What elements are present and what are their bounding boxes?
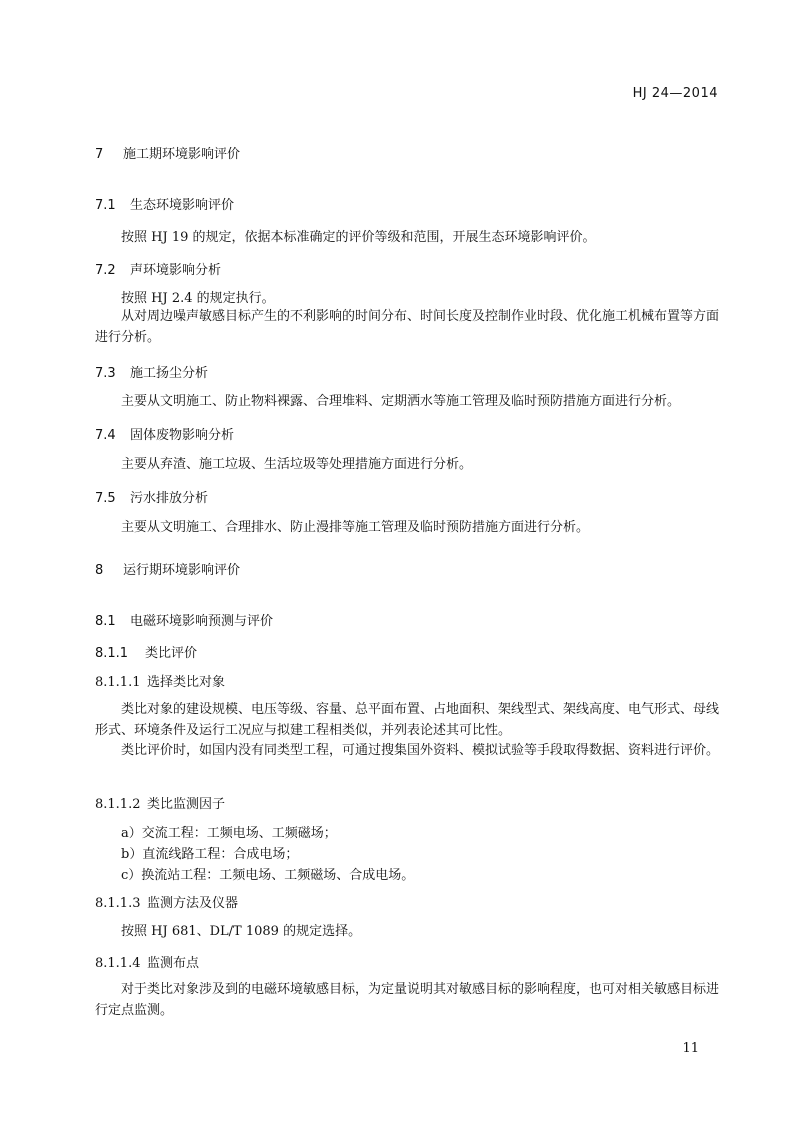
section-number: 7.4: [95, 428, 116, 443]
section-number: 7.2: [95, 263, 116, 278]
section-7-2-heading: [95, 259, 221, 278]
section-title: 生态环境影响评价: [130, 198, 235, 213]
section-title: 电磁环境影响预测与评价: [130, 614, 274, 629]
section-title: 施工扬尘分析: [130, 366, 209, 381]
section-number: 7.5: [95, 491, 116, 506]
section-number: 8.1.1.3: [95, 896, 141, 911]
section-title: 类比评价: [145, 646, 198, 661]
document-code: HJ 24—2014: [632, 86, 718, 101]
paragraph: 类比对象的建设规模、电压等级、容量、总平面布置、占地面积、架线型式、架线高度、电气形式、母线形式、环境条件及运行工况应与拟建工程相类似，并列表论述其可比性。: [95, 702, 720, 738]
paragraph: 按照 HJ 19 的规定，依据本标准确定的评价等级和范围，开展生态环境影响评价。: [121, 230, 596, 245]
paragraph: 主要从文明施工、防止物料裸露、合理堆料、定期洒水等施工管理及临时预防措施方面进行分析。: [121, 394, 681, 409]
section-8-1-heading: [95, 610, 273, 629]
section-number: 8.1.1.1: [95, 675, 141, 690]
section-number: 7.1: [95, 198, 116, 213]
section-7-heading: [95, 143, 240, 162]
section-title: 监测布点: [147, 956, 200, 971]
section-title: 运行期环境影响评价: [123, 563, 241, 578]
section-8-1-1-3-heading: [95, 892, 238, 911]
section-8-heading: [95, 559, 240, 578]
list-item: c）换流站工程：工频电场、工频磁场、合成电场。: [121, 868, 415, 883]
paragraph: 对于类比对象涉及到的电磁环境敏感目标，为定量说明其对敏感目标的影响程度，也可对相关敏感目标进行定点监测。: [95, 982, 720, 1018]
section-number: 8.1.1.4: [95, 956, 141, 971]
section-8-1-1-4-heading: [95, 952, 199, 971]
section-8-1-1-2-heading: [95, 793, 225, 812]
page-number: 11: [682, 1041, 699, 1056]
section-title: 污水排放分析: [130, 491, 209, 506]
paragraph: 从对周边噪声敏感目标产生的不利影响的时间分布、时间长度及控制作业时段、优化施工机械布置等方面进行分析。: [95, 309, 720, 345]
list-item: a）交流工程：工频电场、工频磁场；: [121, 826, 337, 841]
section-number: 8.1: [95, 614, 116, 629]
section-7-5-heading: [95, 487, 208, 506]
section-8-1-1-heading: [95, 642, 197, 661]
section-title: 施工期环境影响评价: [123, 147, 241, 162]
list-item: b）直流线路工程：合成电场；: [121, 847, 299, 862]
paragraph: 主要从文明施工、合理排水、防止漫排等施工管理及临时预防措施方面进行分析。: [121, 520, 590, 535]
section-number: 8.1.1.2: [95, 797, 141, 812]
section-number: 7.3: [95, 366, 116, 381]
section-number: 7: [95, 147, 104, 162]
paragraph: 主要从弃渣、施工垃圾、生活垃圾等处理措施方面进行分析。: [121, 457, 473, 472]
section-title: 监测方法及仪器: [147, 896, 239, 911]
section-number: 8.1.1: [95, 646, 129, 661]
section-title: 固体废物影响分析: [130, 428, 235, 443]
section-title: 声环境影响分析: [130, 263, 222, 278]
section-title: 选择类比对象: [147, 675, 226, 690]
paragraph: 按照 HJ 681、DL/T 1089 的规定选择。: [121, 924, 362, 939]
section-number: 8: [95, 563, 104, 578]
section-8-1-1-1-heading: [95, 671, 225, 690]
section-7-1-heading: [95, 194, 234, 213]
paragraph: 按照 HJ 2.4 的规定执行。: [121, 291, 275, 306]
section-7-3-heading: [95, 362, 208, 381]
paragraph: 类比评价时，如国内没有同类型工程，可通过搜集国外资料、模拟试验等手段取得数据、资料进行评价。: [121, 743, 720, 758]
section-title: 类比监测因子: [147, 797, 226, 812]
section-7-4-heading: [95, 424, 234, 443]
